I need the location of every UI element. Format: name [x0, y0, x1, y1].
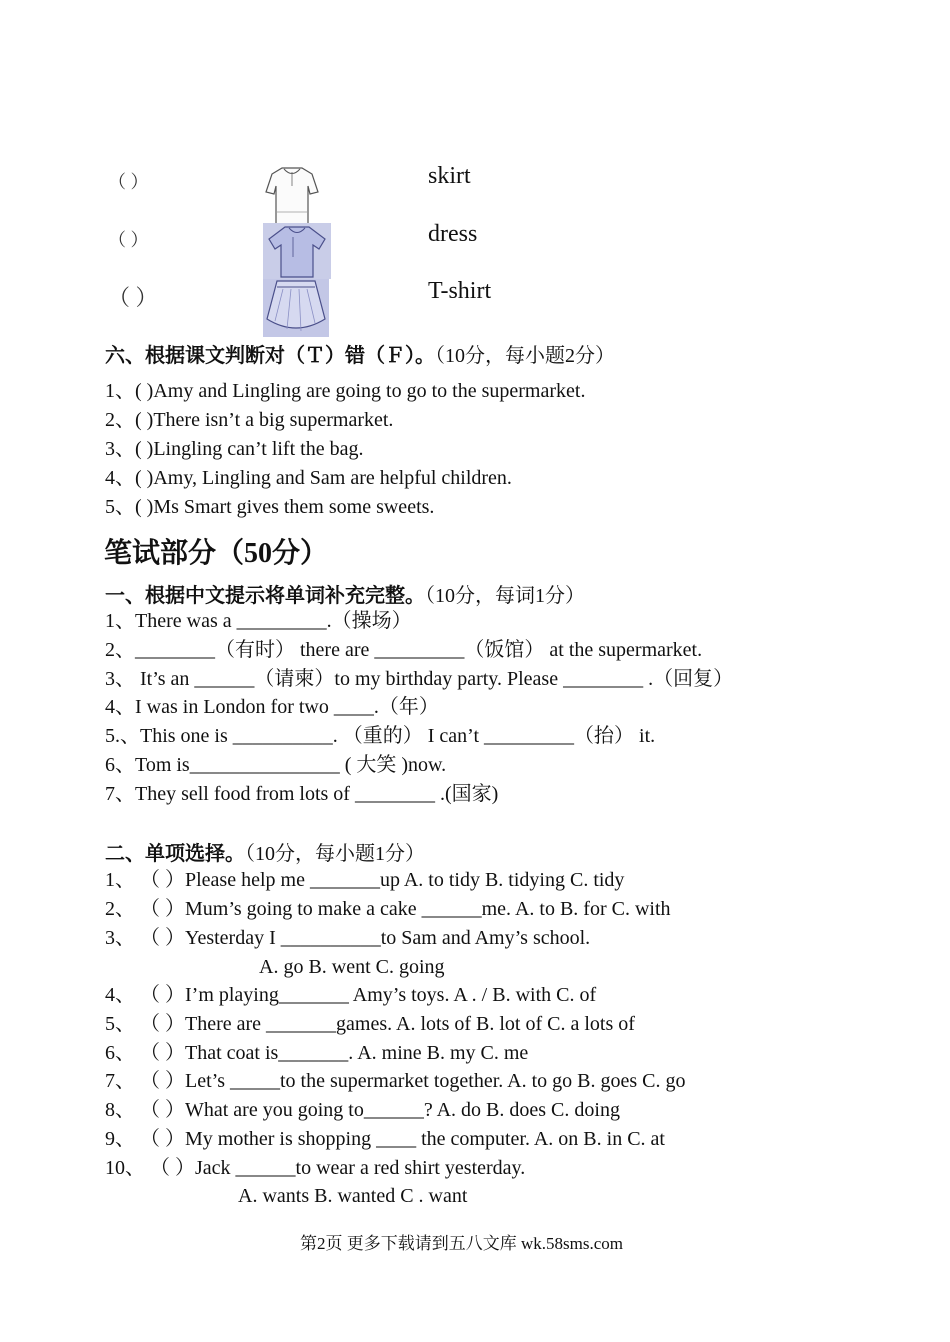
- match-paren-3: （ ）: [108, 285, 158, 310]
- p1-item-2: 2、________（有时） there are _________（饭馆） at the supermarket.: [105, 639, 703, 661]
- s6-item-5: 5、( )Ms Smart gives them some sweets.: [105, 496, 435, 518]
- p1-item-3: 3、 It’s an ______（请柬）to my birthday party. Please ________ .（回复）: [105, 668, 734, 690]
- p2-item-10: 10、 （ ）Jack ______to wear a red shirt yesterday.: [105, 1157, 526, 1179]
- section6-heading: [105, 339, 615, 368]
- part2-title: 二、单项选择。: [105, 843, 245, 865]
- s6-item-3: 3、( )Lingling can’t lift the bag.: [105, 438, 364, 460]
- match-word-dress: dress: [428, 221, 478, 247]
- p2-item-4: 4、 （ ）I’m playing_______ Amy’s toys. A . / B. with C. of: [105, 984, 597, 1006]
- match-word-skirt: skirt: [428, 163, 471, 189]
- written-part-title: 笔试部分（50分）: [104, 538, 329, 569]
- p2-item-1: 1、 （ ）Please help me _______up A. to tidy B. tidying C. tidy: [105, 869, 625, 891]
- part2-heading: [105, 837, 425, 866]
- section6-title: 六、根据课文判断对（Ｔ）错（Ｆ）。: [105, 345, 435, 367]
- part1-note: （10分，每词1分）: [425, 585, 585, 607]
- p2-item-2: 2、 （ ）Mum’s going to make a cake ______me. A. to B. for C. with: [105, 898, 671, 920]
- p1-item-6: 6、Tom is_______________ ( 大笑 )now.: [105, 754, 447, 776]
- p1-item-1: 1、There was a _________.（操场）: [105, 610, 412, 632]
- p1-item-4: 4、I was in London for two ____.（年）: [105, 696, 439, 718]
- p2-item-5: 5、 （ ）There are _______games. A. lots of B. lot of C. a lots of: [105, 1013, 635, 1035]
- p2-item-6: 6、 （ ）That coat is_______. A. mine B. my C. me: [105, 1042, 529, 1064]
- p1-item-5: 5.、This one is __________. （重的） I can’t _________（抬） it.: [105, 725, 656, 747]
- match-paren-1: （ ）: [108, 172, 149, 192]
- part1-title: 一、根据中文提示将单词补充完整。: [105, 585, 425, 607]
- p2-item-9: 9、 （ ）My mother is shopping ____ the computer. A. on B. in C. at: [105, 1128, 665, 1150]
- tshirt-blue-icon: [263, 223, 331, 279]
- p2-item-10-options: A. wants B. wanted C . want: [238, 1185, 468, 1207]
- part2-note: （10分，每小题1分）: [245, 843, 425, 865]
- s6-item-2: 2、( )There isn’t a big supermarket.: [105, 409, 394, 431]
- p1-item-7: 7、They sell food from lots of ________ .(国家): [105, 783, 499, 805]
- s6-item-4: 4、( )Amy, Lingling and Sam are helpful children.: [105, 467, 512, 489]
- p2-item-7: 7、 （ ）Let’s _____to the supermarket together. A. to go B. goes C. go: [105, 1070, 686, 1092]
- p2-item-8: 8、 （ ）What are you going to______? A. do B. does C. doing: [105, 1099, 620, 1121]
- match-word-tshirt: T-shirt: [428, 278, 492, 304]
- s6-item-1: 1、( )Amy and Lingling are going to go to the supermarket.: [105, 380, 586, 402]
- p2-item-3: 3、 （ ）Yesterday I __________to Sam and Amy’s school.: [105, 927, 591, 949]
- p2-item-3-options: A. go B. went C. going: [259, 956, 445, 978]
- skirt-blue-icon: [263, 279, 329, 337]
- match-paren-2: （ ）: [108, 230, 149, 250]
- page-footer: 第2页 更多下载请到五八文库 wk.58sms.com: [300, 1234, 623, 1253]
- part1-heading: [105, 579, 585, 608]
- section6-note: （10分，每小题2分）: [435, 345, 615, 367]
